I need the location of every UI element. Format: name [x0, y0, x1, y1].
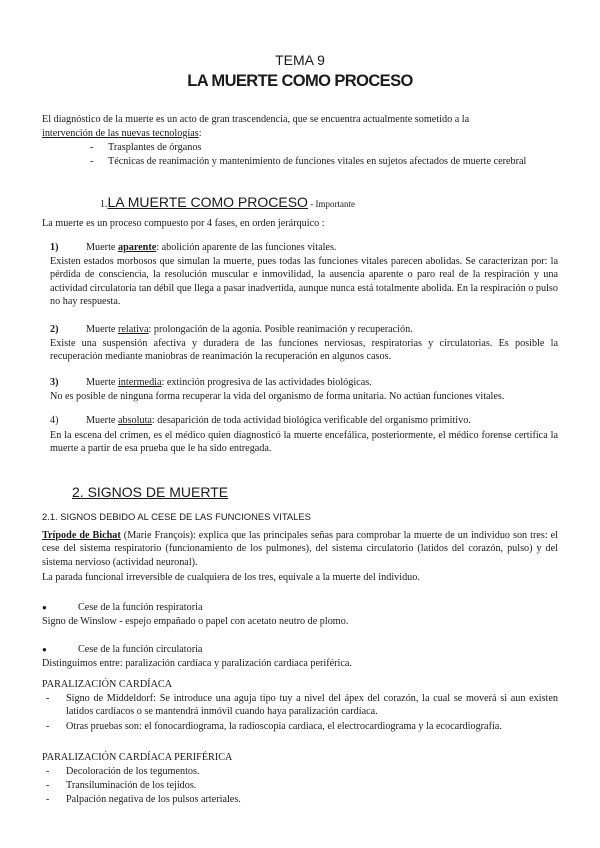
intro-bullet-2: Técnicas de reanimación y mantenimiento de funciones vitales en sujetos afectados de muerte cerebral [108, 156, 527, 167]
phase-3-body: No es posible de ninguna forma recuperar la vida del organismo de forma unitaria. No actúan funciones vitales. [50, 391, 505, 402]
phase-2-number: 2) [50, 324, 59, 335]
phase-2-heading: Muerte relativa: prolongación de la agonía. Posible reanimación y recuperación. [86, 324, 413, 335]
phase-1-term: aparente [117, 242, 157, 253]
phase-3-term: intermedia [117, 377, 162, 388]
intro-line-2: intervención de las nuevas tecnologías: [42, 128, 202, 139]
circulatory-title: Cese de la función circulatoria [78, 644, 203, 655]
tripode-paragraph: Trípode de Bichat (Marie François): explica que las principales señas para comprobar la muerte de un individuo son tres: el cese del sistema respiratorio (funcionamiento de los pulmones), del sistema circulatorio (latidos del corazón, pulso) y del sistema nervioso (actividad neuronal). [42, 530, 559, 568]
page-title: LA MUERTE COMO PROCESO [187, 72, 413, 90]
phase-3-heading: Muerte intermedia: extinción progresiva de las actividades biológicas. [86, 377, 372, 388]
circulatory-text: Distinguimos entre: paralización cardíaca y paralización cardíaca periférica. [42, 658, 352, 669]
peripheral-item-1: Decoloración de los tegumentos. [66, 766, 200, 777]
bullet-icon: ● [42, 603, 47, 612]
section-2-subtitle: 2.1. SIGNOS DEBIDO AL CESE DE LAS FUNCIONES VITALES [42, 511, 311, 522]
dash-icon: - [90, 142, 94, 153]
peripheral-item-3: Palpación negativa de los pulsos arteriales. [66, 794, 241, 805]
dash-icon: - [46, 693, 50, 704]
peripheral-item-2: Transiluminación de los tejidos. [66, 780, 197, 791]
phase-4-body: En la escena del crimen, es el médico quien diagnosticó la muerte encefálica, posteriormente, el médico forense certifica la muerte a partir de esa prueba que le ha sido entregada. [50, 430, 558, 455]
phase-4-heading: Muerte absoluta: desaparición de toda actividad biológica verificable del organismo primitivo. [86, 415, 471, 426]
intro-bullet-1: Trasplantes de órganos [108, 142, 202, 153]
dash-icon: - [46, 721, 50, 732]
section-2-title: 2. SIGNOS DE MUERTE [72, 484, 229, 500]
dash-icon: - [46, 766, 50, 777]
section-1-heading: 1.LA MUERTE COMO PROCESO - Importante [100, 194, 355, 210]
paralization-item-1: Signo de Middeldorf: Se introduce una aguja tipo tuy a nivel del ápex del corazón, la cual se moverá si aun existen latidos cardíacos o se mantendrá inmóvil cuando haya paralización cardíaca. [66, 693, 558, 718]
paralization-item-2: Otras pruebas son: el fonocardiograma, la radioscopia cardiaca, el electrocardiograma y la ecocardiografía. [66, 721, 502, 732]
peripheral-title: PARALIZACIÓN CARDÍACA PERIFÉRICA [42, 752, 233, 763]
respiratory-text: Signo de Winslow - espejo empañado o papel con acetato neutro de plomo. [42, 616, 349, 627]
tema-label: TEMA 9 [275, 52, 325, 68]
phase-1-number: 1) [50, 242, 59, 253]
dash-icon: - [46, 780, 50, 791]
section-1-title: LA MUERTE COMO PROCESO [107, 194, 308, 210]
paralization-title: PARALIZACIÓN CARDÍACA [42, 679, 173, 690]
phase-4-number: 4) [50, 415, 59, 426]
parada-text: La parada funcional irreversible de cualquiera de los tres, equivale a la muerte del individuo. [42, 572, 420, 583]
phase-1-heading: Muerte aparente: abolición aparente de las funciones vitales. [86, 242, 337, 253]
section-1-note: - Importante [307, 199, 355, 209]
bullet-icon: ● [42, 645, 47, 654]
phase-3-number: 3) [50, 377, 59, 388]
dash-icon: - [46, 794, 50, 805]
intro-line-1: El diagnóstico de la muerte es un acto de gran trascendencia, que se encuentra actualmente sometido a la [42, 114, 470, 125]
phase-2-body: Existe una suspensión afectiva y duradera de las funciones nerviosas, respiratorias y circulatorias. Es posible la recuperación mediante maniobras de reanimación la recuperación en algunos casos. [50, 338, 558, 363]
section-1-lead: La muerte es un proceso compuesto por 4 fases, en orden jerárquico : [42, 218, 325, 229]
phase-1-body: Existen estados morbosos que simulan la muerte, pues todas las funciones vitales parecen abolidas. Se caracterizan por: la pérdida de consciencia, la resolución muscular e inmovilidad, la ausencia aparente o paro real de la respiración y una actividad circulatoria tan débil que llega a pasar inadvertida, aunque nunca está totalmente abolida. En la respiración o pulso no hay respuesta. [50, 256, 558, 308]
intro-underlined-text: intervención de las nuevas tecnologías [42, 128, 199, 139]
tripode-term: Trípode de Bichat [42, 530, 121, 541]
phase-4-term: absoluta [117, 415, 152, 426]
phase-2-term: relativa [117, 324, 149, 335]
dash-icon: - [90, 156, 94, 167]
respiratory-title: Cese de la función respiratoria [78, 602, 203, 613]
